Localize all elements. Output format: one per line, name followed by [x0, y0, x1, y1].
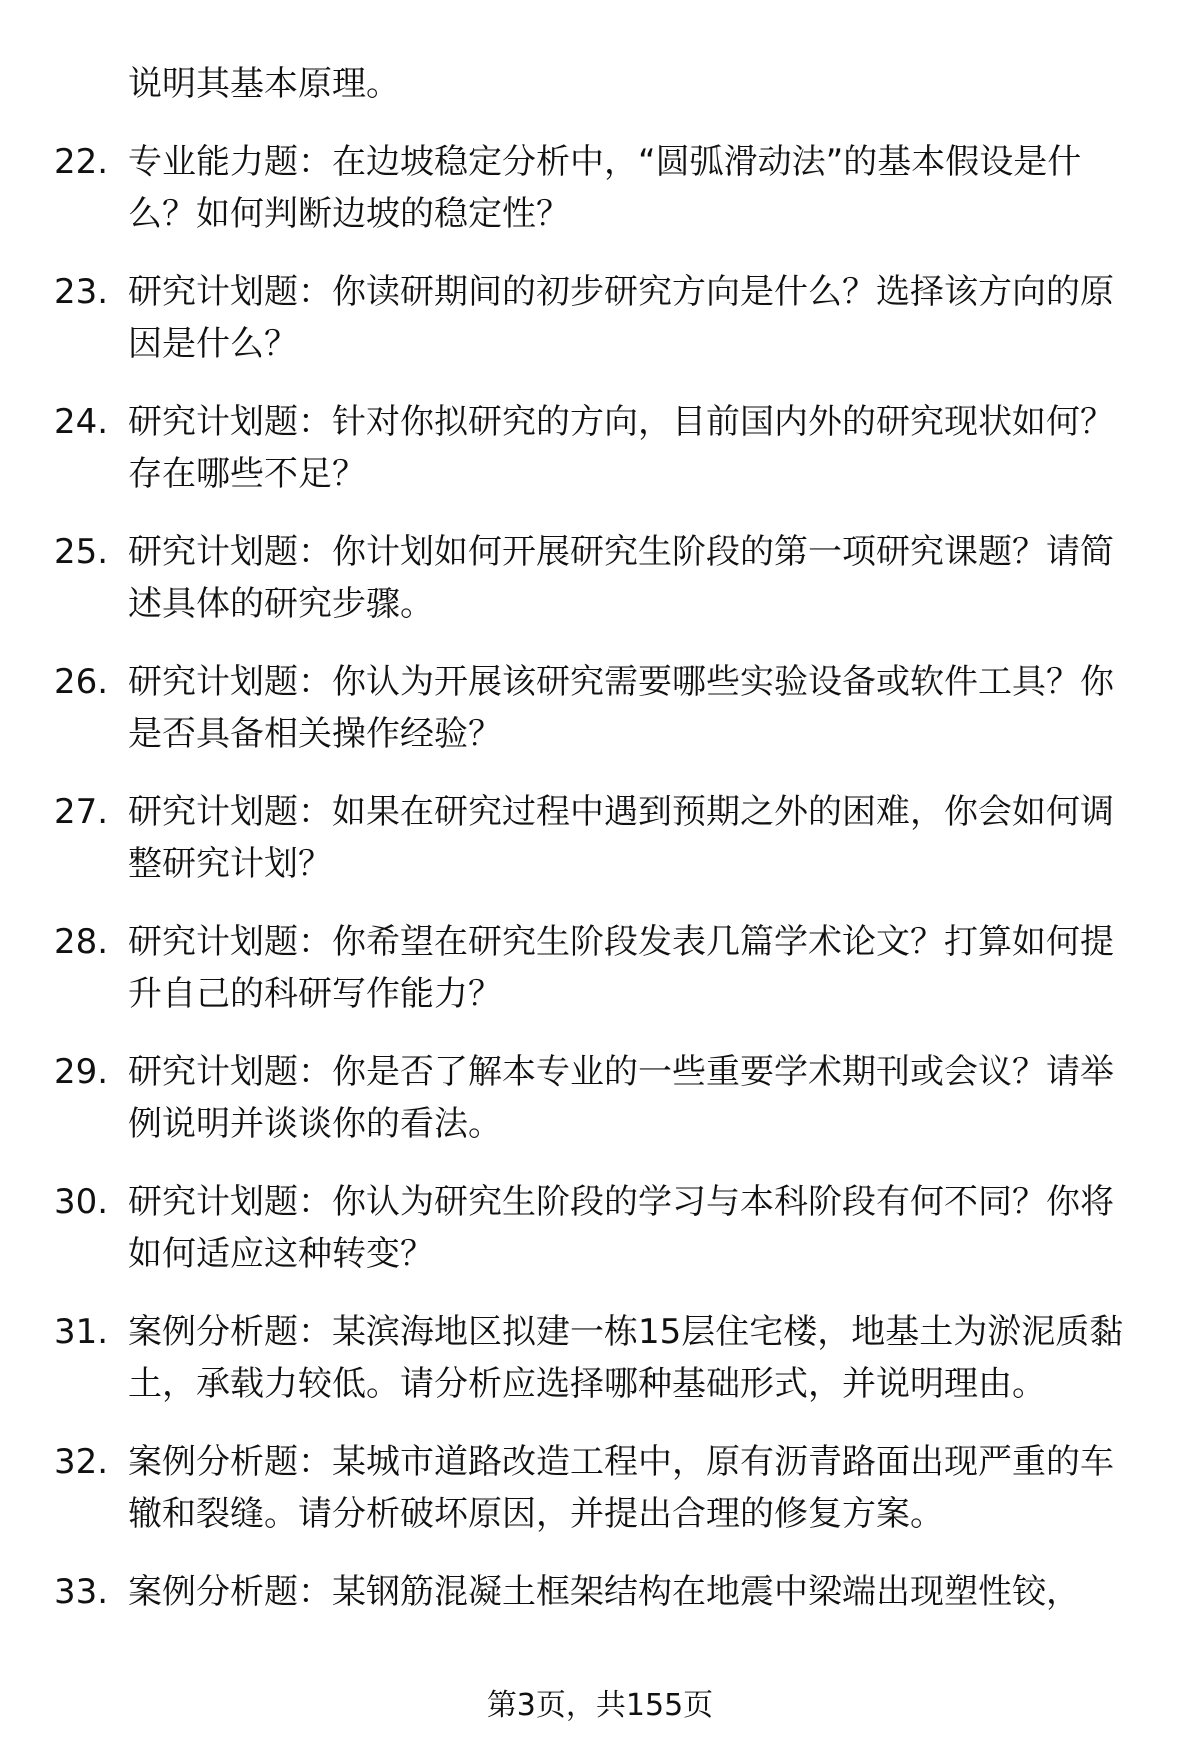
- question-text: 研究计划题：针对你拟研究的方向，目前国内外的研究现状如何？存在哪些不足？: [128, 402, 1114, 494]
- question-number: 29.: [54, 1052, 109, 1092]
- question-number: 28.: [54, 922, 109, 962]
- question-text: 案例分析题：某滨海地区拟建一栋15层住宅楼，地基土为淤泥质黏土，承载力较低。请分析应选择哪种基础形式，并说明理由。: [128, 1312, 1124, 1404]
- question-item: [0, 266, 1200, 396]
- question-number: 30.: [54, 1182, 109, 1222]
- question-number: 32.: [54, 1442, 109, 1482]
- question-text: 研究计划题：你认为开展该研究需要哪些实验设备或软件工具？你是否具备相关操作经验？: [128, 662, 1114, 754]
- question-text: 研究计划题：你读研期间的初步研究方向是什么？选择该方向的原因是什么？: [128, 272, 1114, 364]
- question-item: [0, 1176, 1200, 1306]
- question-item: [0, 916, 1200, 1046]
- question-number: 22.: [54, 142, 109, 182]
- question-item: [0, 526, 1200, 656]
- question-item: [0, 1436, 1200, 1566]
- question-number: 31.: [54, 1312, 109, 1352]
- question-list: [0, 136, 1200, 1696]
- question-number: 23.: [54, 272, 109, 312]
- question-item: [0, 1306, 1200, 1436]
- question-item: [0, 396, 1200, 526]
- question-text: 案例分析题：某钢筋混凝土框架结构在地震中梁端出现塑性铰，: [128, 1572, 1080, 1612]
- continued-text: 说明其基本原理。: [128, 64, 400, 104]
- question-text: 研究计划题：你计划如何开展研究生阶段的第一项研究课题？请简述具体的研究步骤。: [128, 532, 1114, 624]
- question-number: 25.: [54, 532, 109, 572]
- question-number: 33.: [54, 1572, 109, 1612]
- question-number: 27.: [54, 792, 109, 832]
- question-item: [0, 1566, 1200, 1696]
- question-text: 研究计划题：你希望在研究生阶段发表几篇学术论文？打算如何提升自己的科研写作能力？: [128, 922, 1114, 1014]
- question-item: [0, 136, 1200, 266]
- question-number: 26.: [54, 662, 109, 702]
- question-item: [0, 786, 1200, 916]
- question-text: 案例分析题：某城市道路改造工程中，原有沥青路面出现严重的车辙和裂缝。请分析破坏原因，并提出合理的修复方案。: [128, 1442, 1114, 1534]
- question-item: [0, 1046, 1200, 1176]
- question-text: 研究计划题：你是否了解本专业的一些重要学术期刊或会议？请举例说明并谈谈你的看法。: [128, 1052, 1114, 1144]
- question-text: 研究计划题：如果在研究过程中遇到预期之外的困难，你会如何调整研究计划？: [128, 792, 1114, 884]
- question-item: [0, 656, 1200, 786]
- question-text: 研究计划题：你认为研究生阶段的学习与本科阶段有何不同？你将如何适应这种转变？: [128, 1182, 1114, 1274]
- question-number: 24.: [54, 402, 109, 442]
- question-text: 专业能力题：在边坡稳定分析中，“圆弧滑动法”的基本假设是什么？如何判断边坡的稳定性？: [128, 142, 1082, 234]
- page-number-footer: 第3页，共155页: [486, 1688, 714, 1723]
